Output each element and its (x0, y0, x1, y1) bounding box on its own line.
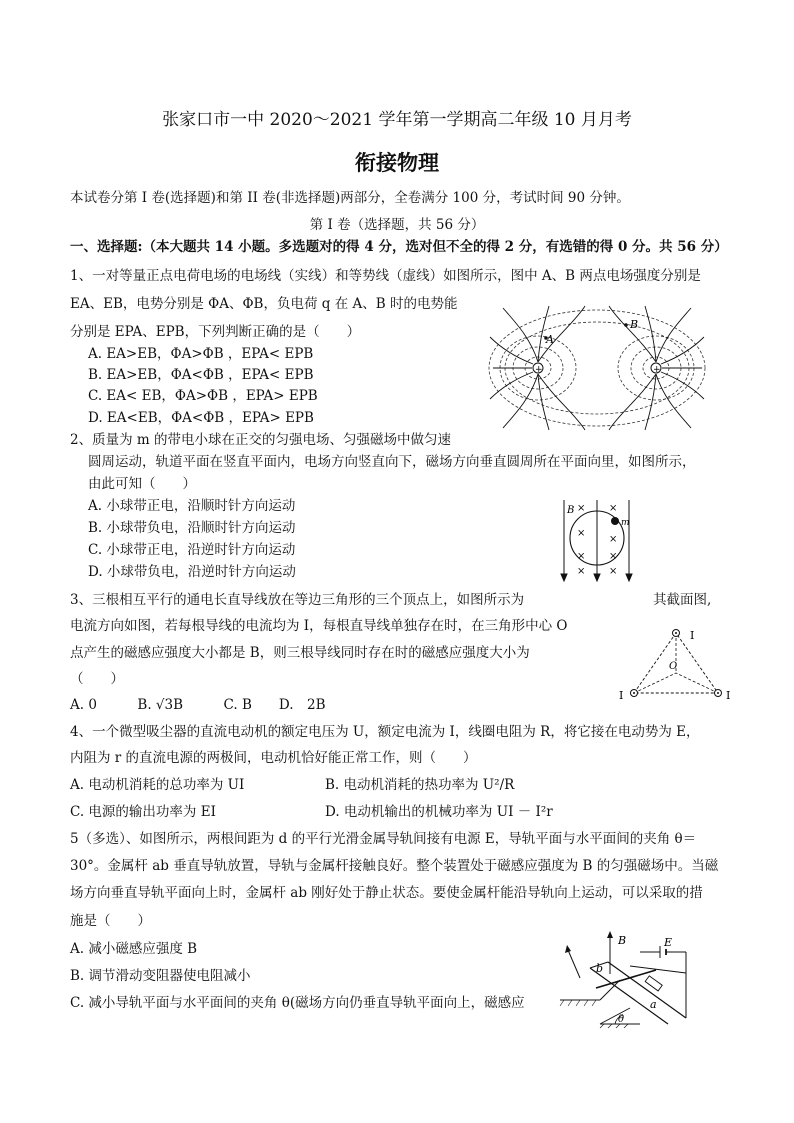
q2-fig-label-b: B (567, 505, 575, 516)
q2-fig-cross: × (577, 528, 586, 539)
q2-stem-line2: 圆周运动，轨道平面在竖直平面内，电场方向竖直向下，磁场方向垂直圆周所在平面向里，如图所示， (88, 454, 696, 470)
q4-stem-line2: 内阻为 r 的直流电源的两极间，电动机恰好能正常工作，则（ ） (70, 750, 477, 766)
q4-option-a: A. 电动机消耗的总功率为 UI (70, 777, 245, 793)
q1-stem-line2: EA、EB，电势分别是 ΦA、ΦB，负电荷 q 在 A、B 时的电势能 (70, 296, 458, 312)
q1-option-b: B. EA>EB，ΦA<ΦB ，EPA< EPB (88, 367, 314, 383)
q2-fig-cross: × (577, 551, 586, 562)
q2-option-a: A. 小球带正电，沿顺时针方向运动 (88, 498, 296, 514)
q2-stem-line3: 由此可知（ ） (88, 476, 196, 492)
q2-fig-label-m: m (621, 518, 630, 528)
intro-text: 本试卷分第 I 卷(选择题)和第 II 卷(非选择题)两部分，全卷满分 100 分，考试时间 90 分钟。 (70, 190, 630, 206)
q3-fig-label-i-right: I (726, 689, 731, 702)
q3-stem-line3: 点产生的磁感应强度大小都是 B，则三根导线同时存在时的磁感应强度大小为 (70, 645, 530, 661)
q1-stem-line3: 分别是 EPA、EPB，下列判断正确的是（ ） (70, 324, 361, 340)
q1-fig-label-a: A (546, 333, 554, 346)
q2-option-c: C. 小球带正电，沿逆时针方向运动 (88, 542, 296, 558)
q2-option-b: B. 小球带负电，沿顺时针方向运动 (88, 520, 296, 536)
q5-fig-label-a: a (650, 998, 657, 1011)
q4-stem-line1: 4、一个微型吸尘器的直流电动机的额定电压为 U，额定电流为 I，线圈电阻为 R，将它接在电动势为 E， (70, 724, 700, 740)
q2-fig-cross: × (609, 551, 618, 562)
q1-fig-label-b: B (630, 318, 639, 331)
q1-option-d: D. EA<EB，ΦA<ΦB ，EPA> EPB (88, 410, 314, 426)
q5-option-b: B. 调节滑动变阻器使电阻减小 (70, 968, 251, 984)
q2-option-d: D. 小球带负电，沿逆时针方向运动 (88, 564, 296, 580)
q2-fig-cross: × (609, 503, 618, 514)
q5-fig-label-b-field: B (618, 934, 627, 947)
q1-option-c: C. EA< EB，ΦA>ΦB ，EPA> EPB (88, 388, 318, 404)
q5-fig-label-theta: θ (618, 1014, 625, 1025)
q3-fig-label-o: O (669, 661, 678, 672)
q3-triangle-figure (612, 625, 737, 705)
q5-stem-line2: 30°。金属杆 ab 垂直导轨放置，导轨与金属杆接触良好。整个装置处于磁感应强度为 B 的匀强磁场中。当磁 (70, 858, 719, 874)
q3-stem-line2: 电流方向如图，若每根导线的电流均为 I，每根直导线单独存在时，在三角形中心 O (70, 618, 568, 634)
q1-option-a: A. EA>EB，ΦA>ΦB ，EPA< EPB (88, 346, 314, 362)
q5-fig-label-e: E (664, 936, 673, 949)
q2-fig-cross: × (577, 566, 586, 577)
q3-stem-line4: （ ） (70, 671, 124, 687)
q3-stem-line1a: 3、三根相互平行的通电长直导线放在等边三角形的三个顶点上，如图所示为 (70, 592, 525, 608)
part1-title: 第 I 卷（选择题，共 56 分） (309, 217, 485, 233)
q1-field-figure (485, 302, 710, 432)
q2-stem-line1: 2、质量为 m 的带电小球在正交的匀强电场、匀强磁场中做匀速 (70, 432, 451, 448)
svg-text:+: + (535, 365, 543, 375)
q5-fig-label-b-rod: b (596, 962, 604, 975)
q5-option-a: A. 减小磁感应强度 B (70, 941, 198, 957)
q2-fig-cross: × (609, 566, 618, 577)
q3-fig-label-i-left: I (619, 689, 624, 702)
q5-stem-line4: 施是（ ） (70, 913, 151, 929)
q4-option-b: B. 电动机消耗的热功率为 U²/R (325, 777, 515, 793)
q3-fig-label-i-top: I (690, 629, 695, 642)
q2-circle-figure (556, 498, 636, 583)
q5-stem-line3: 场方向垂直导轨平面向上时，金属杆 ab 刚好处于静止状态。要使金属杆能沿导轨向上运动，可以采取的措 (70, 885, 703, 901)
q2-fig-cross: × (609, 534, 618, 545)
subject-title: 衔接物理 (355, 150, 439, 175)
q4-option-d: D. 电动机输出的机械功率为 UI － I²r (325, 804, 553, 820)
q5-rail-figure (560, 928, 735, 1028)
section1-title: 一、选择题:（本大题共 14 小题。多选题对的得 4 分，选对但不全的得 2 分，有选错的得 0 分。共 56 分） (70, 239, 728, 255)
q5-option-c: C. 减小导轨平面与水平面间的夹角 θ(磁场方向仍垂直导轨平面向上，磁感应 (70, 995, 525, 1011)
svg-text:+: + (653, 365, 661, 375)
q2-fig-cross: × (577, 503, 586, 514)
q1-stem-line1: 1、一对等量正点电荷电场的电场线（实线）和等势线（虚线）如图所示，图中 A、B 两点电场强度分别是 (70, 268, 701, 284)
q4-option-c: C. 电源的输出功率为 EI (70, 804, 216, 820)
q5-stem-line1: 5（多选）、如图所示，两根间距为 d 的平行光滑金属导轨间接有电源 E，导轨平面与水平面间的夹角 θ＝ (70, 831, 697, 847)
q3-options: A. 0 B. √3B C. B D. 2B (70, 697, 326, 713)
exam-title: 张家口市一中 2020～2021 学年第一学期高二年级 10 月月考 (162, 110, 632, 130)
q3-stem-line1b: 其截面图, (653, 592, 712, 608)
